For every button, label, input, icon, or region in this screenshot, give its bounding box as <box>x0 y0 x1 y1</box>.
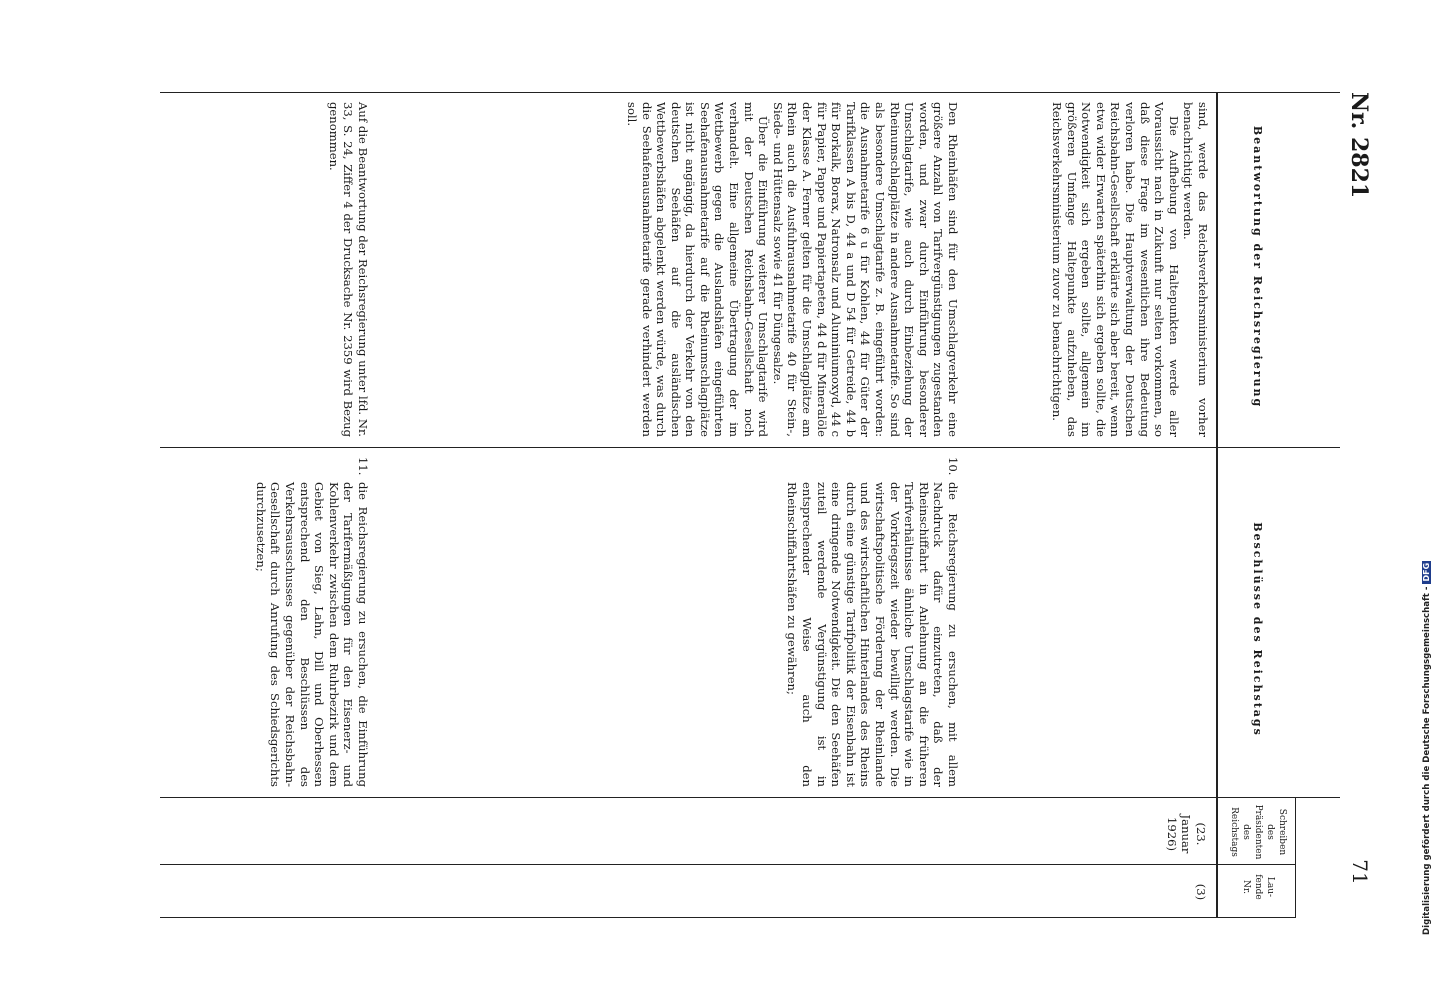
header-bottom-rule <box>1216 92 1218 917</box>
antwort-row-10 <box>624 102 960 437</box>
dfg-logo: DFG <box>1422 562 1431 582</box>
header-schreiben: Schreiben des Präsidenten des Reichstags <box>1229 804 1287 860</box>
dfg-credit-text: Digitalisierung gefördert durch die Deutsche Forschungsgemeinschaft - <box>1422 586 1432 935</box>
antwort-paragraph: Den Rheinhäfen sind für den Umschlagverkehr eine größere Anzahl von Tarifvergünstigungen zugestanden worden, und zwar durch Einführung besonderer Umschlagtarife, wie auch durch Einbeziehung der Rheinumschlagplätze in andere Ausnahmetarife. So sind als besondere Umschlagtarife z. B. eingeführt worden: die Ausnahmetarife 6 u für Kohlen, 44 für Güter der Tarifklassen A bis D, 44 a und D 54 für Getreide, 44 b für Borkalk, Borax, Natronsalz und Aluminiumoxyd, 44 c für Papier, Pappe und Papiertapeten, 44 d für Mineralöle der Klasse A. Ferner gelten für die Umschlagplätze am Rhein auch die Ausfuhrausnahmetarife 40 für Stein-, Siede- und Hüttensalz sowie 41 für Düngesalze. <box>770 102 960 437</box>
col-divider-1 <box>160 447 1340 448</box>
table-left-rule <box>160 92 1340 93</box>
beschluss-text: die Reichsregierung zu ersuchen, mit allem Nachdruck dafür einzutreten, daß der Rheinschiffahrt in Anlehnung an die früheren Tarifverhältnisse ähnliche Umschlagstarife wie in der Vorkriegszeit wieder bewilligt werden. Die wirtschaftspolitische Förderung der Rheinlande und des wirtschaftlichen Hinterlandes des Rheins durch eine günstige Tarifpolitik der Eisenbahn ist eine dringende Notwendigkeit. Die den Seehäfen zuteil werdende Vergünstigung ist in entsprechender Weise auch den Rheinschiffahrtshäfen zu gewähren; <box>785 482 960 787</box>
dfg-credit <box>1422 561 1432 935</box>
header-top-rule <box>1295 797 1296 917</box>
antwort-paragraph: Über die Einführung weiterer Umschlagtarife wird mit der Deutschen Reichsbahn-Gesellschaft noch verhandelt. Eine allgemeine Übertragung der im Wettbewerb gegen die Auslandshäfen eingeführten Seehafenausnahmetarife auf die Rheinumschlagplätze ist nicht angängig, da hierdurch der Verkehr von den deutschen Seehäfen auf die ausländischen Wettbewerbshäfen abgelenkt werden würde, was durch die Seehafenausnahmetarife gerade verhindert werden soll. <box>624 102 771 437</box>
antwort-row-3 <box>1049 102 1210 437</box>
beschluss-text: die Reichsregierung zu ersuchen, die Einführung der Tarifermäßigungen für den Eisenerz- und Kohlenverkehr zwischen dem Ruhrbezirk und dem Gebiet von Sieg, Lahn, Dill und Oberhessen entsprechend den Beschlüssen des Verkehrsausschusses gegenüber der Reichsbahn-Gesellschaft durch Anrufung des Schiedsgerichts durchzusetzen; <box>253 482 370 787</box>
rotated-table-page <box>130 72 1380 932</box>
antwort-row-11 <box>326 102 370 437</box>
col-divider-2 <box>160 797 1340 798</box>
header-beschluesse: Beschlüsse des Reichstags <box>1251 522 1265 737</box>
antwort-paragraph: Die Aufhebung von Haltepunkten werde aller Voraussicht nach in Zukunft nur selten vorkommen, so daß diese Frage im wesentlichen ihre Bedeutung verloren habe. Die Hauptverwaltung der Deutschen Reichsbahn-Gesellschaft erklärte sich aber bereit, wenn etwa wider Erwarten späterhin sich ergeben sollte, die Notwendigkeit sich ergeben sollte, allgemein im größeren Umfange Haltepunkte aufzuheben, das Reichsverkehrsministerium zuvor zu benachrichtigen. <box>1050 102 1181 437</box>
row-schreiben-date: (23. Januar 1926) <box>1164 814 1208 854</box>
table-right-rule <box>160 917 1296 918</box>
col-divider-3 <box>160 864 1296 865</box>
document-number: Nr. 2821 <box>1346 92 1372 199</box>
row-lfd-nr: (3) <box>1194 883 1208 901</box>
antwort-paragraph: Auf die Beantwortung der Reichsregierung unter lfd. Nr. 33, S. 24, Ziffer 4 der Drucksache Nr. 2359 wird Bezug genommen. <box>326 102 370 437</box>
page-number: 71 <box>1348 859 1372 885</box>
antwort-paragraph: sind, werde das Reichsverkehrsministerium vorher benachrichtigt werden. <box>1181 102 1210 437</box>
header-antwort: Beantwortung der Reichsregierung <box>1251 125 1265 409</box>
header-lfd-nr: Lau- fende Nr. <box>1241 874 1275 900</box>
beschluss-number: 11. <box>356 457 370 476</box>
beschluss-number: 10. <box>946 457 960 476</box>
